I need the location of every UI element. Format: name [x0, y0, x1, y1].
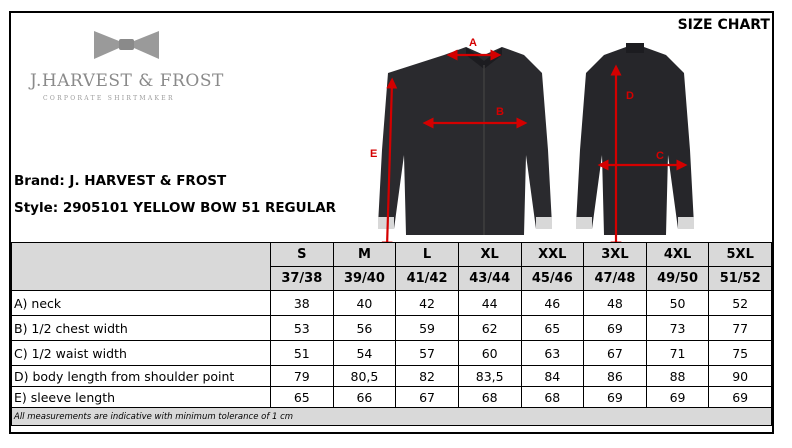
- measurement-cell: 40: [333, 291, 396, 316]
- measurement-cell: 57: [396, 341, 459, 366]
- page-title: SIZE CHART: [677, 17, 770, 33]
- collar-size: 39/40: [333, 267, 396, 291]
- measurement-cell: 75: [709, 341, 772, 366]
- measurement-cell: 88: [646, 366, 709, 387]
- table-row: [12, 291, 772, 316]
- size-letter-row: [12, 243, 772, 267]
- measurement-cell: 82: [396, 366, 459, 387]
- style-line: Style: 2905101 YELLOW BOW 51 REGULAR: [14, 200, 337, 216]
- measurement-cell: 42: [396, 291, 459, 316]
- measurement-cell: 65: [521, 316, 584, 341]
- measurement-cell: 73: [646, 316, 709, 341]
- chart-header: [11, 13, 772, 243]
- logo-wordmark: J.HARVEST & FROST: [30, 71, 224, 91]
- measurement-cell: 68: [458, 387, 521, 408]
- measurement-cell: 62: [458, 316, 521, 341]
- row-label: B) 1/2 chest width: [12, 316, 271, 341]
- row-label: E) sleeve length: [12, 387, 271, 408]
- footnote: All measurements are indicative with minimum tolerance of 1 cm: [12, 408, 772, 426]
- brand-line: Brand: J. HARVEST & FROST: [14, 173, 227, 189]
- size-letter: M: [333, 243, 396, 267]
- measurement-cell: 84: [521, 366, 584, 387]
- measurement-cell: 68: [521, 387, 584, 408]
- measurement-cell: 59: [396, 316, 459, 341]
- measurement-cell: 69: [709, 387, 772, 408]
- size-letter: L: [396, 243, 459, 267]
- size-chart-frame: [9, 11, 774, 434]
- measurement-cell: 69: [584, 387, 647, 408]
- shirt-front-image: [378, 47, 552, 235]
- table-row: [12, 316, 772, 341]
- measurement-cell: 71: [646, 341, 709, 366]
- measurement-cell: 77: [709, 316, 772, 341]
- table-row: [12, 366, 772, 387]
- measurement-cell: 83,5: [458, 366, 521, 387]
- marker-label-b: B: [496, 106, 504, 118]
- bow-tie-icon: [19, 21, 224, 71]
- marker-label-e: E: [370, 148, 378, 160]
- header-blank-cell: [12, 243, 271, 291]
- measurement-cell: 48: [584, 291, 647, 316]
- measurement-cell: 86: [584, 366, 647, 387]
- size-letter: XL: [458, 243, 521, 267]
- collar-size: 43/44: [458, 267, 521, 291]
- marker-label-c: C: [656, 150, 664, 162]
- marker-label-d: D: [626, 90, 634, 102]
- measurement-cell: 46: [521, 291, 584, 316]
- row-label: A) neck: [12, 291, 271, 316]
- size-letter: 3XL: [584, 243, 647, 267]
- size-letter: 5XL: [709, 243, 772, 267]
- measurement-cell: 56: [333, 316, 396, 341]
- marker-label-a: A: [469, 37, 477, 49]
- size-letter: 4XL: [646, 243, 709, 267]
- collar-size: 37/38: [271, 267, 334, 291]
- size-letter: S: [271, 243, 334, 267]
- collar-size: 47/48: [584, 267, 647, 291]
- shirt-diagram: [356, 25, 731, 243]
- measurement-cell: 50: [646, 291, 709, 316]
- measurement-cell: 80,5: [333, 366, 396, 387]
- measurement-cell: 90: [709, 366, 772, 387]
- measurement-cell: 60: [458, 341, 521, 366]
- measurement-cell: 67: [396, 387, 459, 408]
- measurement-cell: 54: [333, 341, 396, 366]
- measurement-cell: 69: [646, 387, 709, 408]
- row-label: C) 1/2 waist width: [12, 341, 271, 366]
- table-row: [12, 387, 772, 408]
- measurement-cell: 79: [271, 366, 334, 387]
- collar-size: 49/50: [646, 267, 709, 291]
- measurement-cell: 51: [271, 341, 334, 366]
- measurement-cell: 67: [584, 341, 647, 366]
- size-table: [11, 242, 772, 426]
- footnote-row: [12, 408, 772, 426]
- row-label: D) body length from shoulder point: [12, 366, 271, 387]
- shirt-back-image: [576, 43, 694, 235]
- collar-size: 51/52: [709, 267, 772, 291]
- collar-size: 41/42: [396, 267, 459, 291]
- brand-logo: [19, 21, 224, 111]
- measurement-cell: 63: [521, 341, 584, 366]
- table-row: [12, 341, 772, 366]
- logo-tagline: CORPORATE SHIRTMAKER: [43, 95, 175, 102]
- measurement-cell: 65: [271, 387, 334, 408]
- measurement-cell: 44: [458, 291, 521, 316]
- measurement-cell: 38: [271, 291, 334, 316]
- measurement-cell: 53: [271, 316, 334, 341]
- collar-size: 45/46: [521, 267, 584, 291]
- size-letter: XXL: [521, 243, 584, 267]
- measurement-cell: 66: [333, 387, 396, 408]
- measurement-cell: 52: [709, 291, 772, 316]
- measurement-cell: 69: [584, 316, 647, 341]
